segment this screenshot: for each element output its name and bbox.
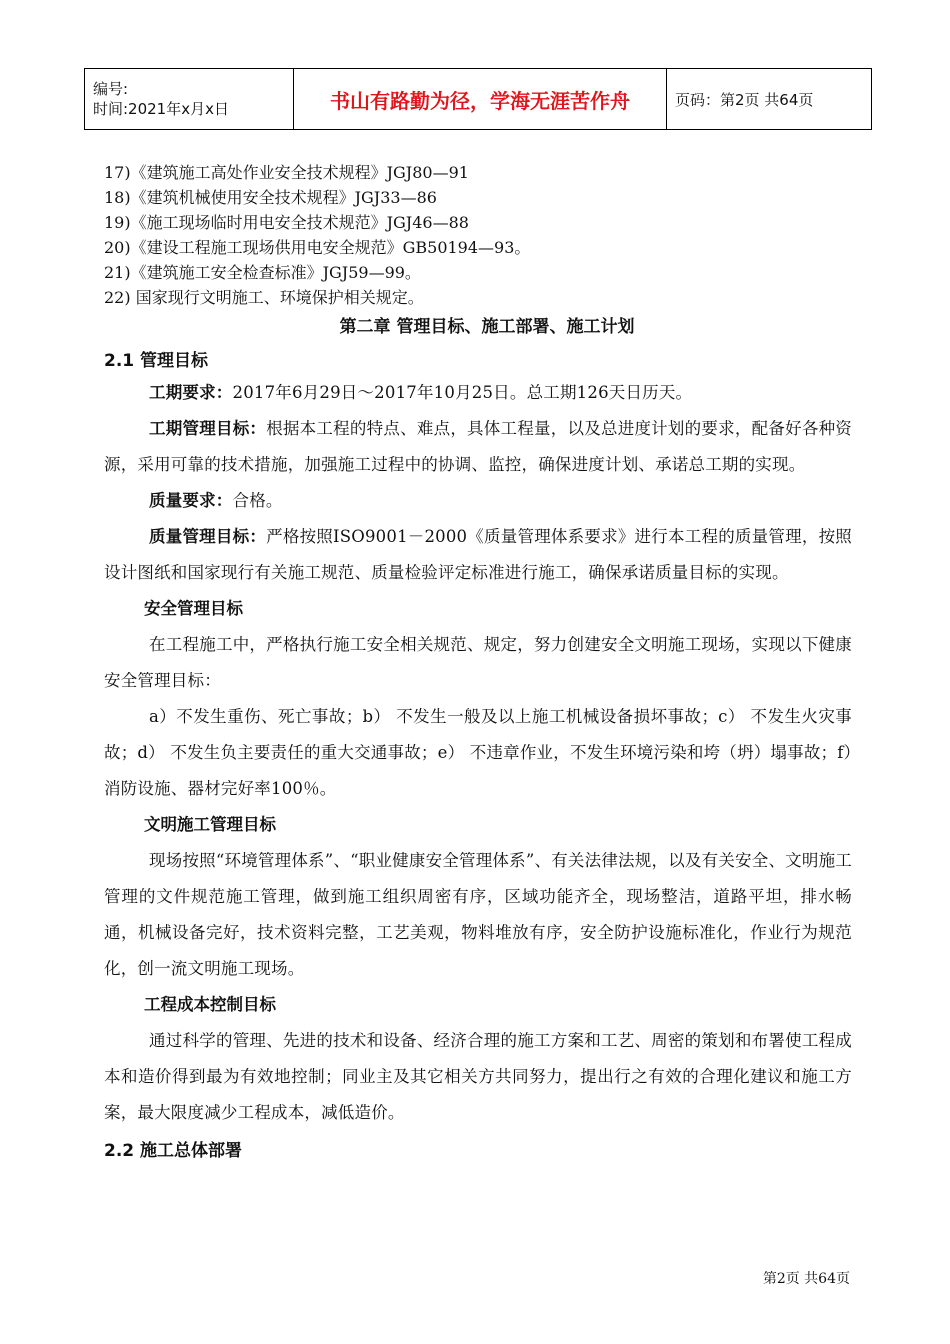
header-page-info: 页码：第2页 共64页 bbox=[667, 69, 872, 130]
reference-item: 21)《建筑施工安全检查标准》JGJ59—99。 bbox=[104, 263, 421, 282]
header-number-label: 编号: bbox=[93, 80, 129, 98]
reference-item: 17)《建筑施工高处作业安全技术规程》JGJ80—91 bbox=[104, 163, 469, 182]
schedule-requirement-label: 工期要求： bbox=[149, 383, 233, 402]
page-header bbox=[84, 68, 872, 130]
civilized-paragraph: 现场按照“环境管理体系”、“职业健康安全管理体系”、有关法律法规，以及有关安全、文明施工管理的文件规范施工管理，做到施工组织周密有序，区域功能齐全，现场整洁，道路平坦，排水畅通，机械设备完好，技术资料完整，工艺美观，物料堆放有序，安全防护设施标准化，作业行为规范化，创一流文明施工现场。 bbox=[104, 851, 852, 978]
quality-requirement-label: 质量要求： bbox=[149, 491, 233, 510]
quality-requirement bbox=[104, 483, 852, 519]
document-body bbox=[104, 160, 852, 1165]
quality-goal bbox=[104, 519, 852, 591]
section-heading-2-1: 2.1 管理目标 bbox=[104, 351, 209, 371]
header-motto: 书山有路勤为径，学海无涯苦作舟 bbox=[294, 69, 667, 130]
reference-item: 22) 国家现行文明施工、环境保护相关规定。 bbox=[104, 288, 424, 307]
safety-heading: 安全管理目标 bbox=[144, 599, 243, 618]
reference-item: 19)《施工现场临时用电安全技术规范》JGJ46—88 bbox=[104, 213, 469, 232]
quality-goal-text: 严格按照ISO9001－2000《质量管理体系要求》进行本工程的质量管理，按照设计图纸和国家现行有关施工规范、质量检验评定标准进行施工，确保承诺质量目标的实现。 bbox=[104, 527, 852, 582]
schedule-requirement bbox=[104, 375, 852, 411]
reference-item: 20)《建设工程施工现场供用电安全规范》GB50194—93。 bbox=[104, 238, 531, 257]
cost-heading: 工程成本控制目标 bbox=[144, 995, 276, 1014]
civilized-heading: 文明施工管理目标 bbox=[144, 815, 276, 834]
schedule-goal-text: 根据本工程的特点、难点，具体工程量，以及总进度计划的要求，配备好各种资源，采用可靠的技术措施，加强施工过程中的协调、监控，确保进度计划、承诺总工期的实现。 bbox=[104, 419, 853, 474]
page-footer: 第2页 共64页 bbox=[762, 1271, 850, 1287]
cost-paragraph: 通过科学的管理、先进的技术和设备、经济合理的施工方案和工艺、周密的策划和布署使工程成本和造价得到最为有效地控制；同业主及其它相关方共同努力，提出行之有效的合理化建议和施工方案，最大限度减少工程成本，减低造价。 bbox=[104, 1031, 852, 1122]
safety-items: a）不发生重伤、死亡事故；b） 不发生一般及以上施工机械设备损坏事故；c） 不发生火灾事故；d） 不发生负主要责任的重大交通事故；e） 不违章作业，不发生环境污染和垮（坍）塌事故；f）消防设施、器材完好率100％。 bbox=[104, 707, 852, 798]
quality-requirement-text: 合格。 bbox=[232, 491, 283, 510]
schedule-requirement-text: 2017年6月29日～2017年10月25日。总工期126天日历天。 bbox=[232, 383, 693, 402]
reference-item: 18)《建筑机械使用安全技术规程》JGJ33—86 bbox=[104, 188, 437, 207]
chapter-title: 第二章 管理目标、施工部署、施工计划 bbox=[339, 317, 635, 337]
quality-goal-label: 质量管理目标： bbox=[149, 527, 267, 546]
section-heading-2-2: 2.2 施工总体部署 bbox=[104, 1141, 243, 1161]
safety-paragraph: 在工程施工中，严格执行施工安全相关规范、规定，努力创建安全文明施工现场，实现以下健康安全管理目标： bbox=[104, 635, 852, 690]
schedule-goal bbox=[104, 411, 852, 483]
header-meta-cell bbox=[85, 69, 294, 130]
header-time-label: 时间:2021年x月x日 bbox=[93, 100, 229, 118]
schedule-goal-label: 工期管理目标： bbox=[149, 419, 267, 438]
